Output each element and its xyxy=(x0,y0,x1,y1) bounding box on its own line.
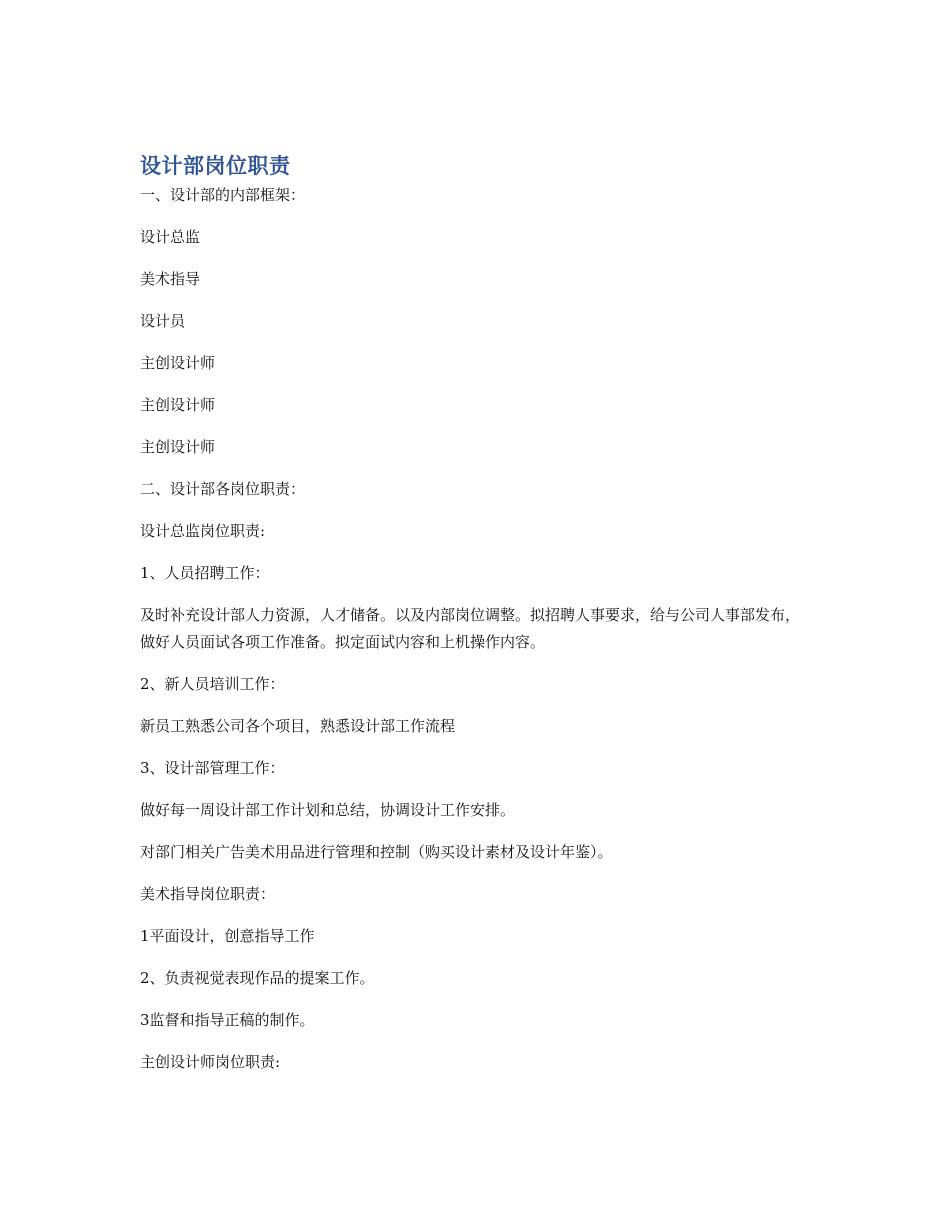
paragraph-role-art-director: 美术指导 xyxy=(140,270,201,288)
paragraph-training-heading: 2、新人员培训工作： xyxy=(140,675,285,693)
paragraph-lead-designer-duties-heading: 主创设计师岗位职责: xyxy=(140,1053,281,1071)
paragraph-art-director-duty-2: 2、负责视觉表现作品的提案工作。 xyxy=(140,969,375,987)
paragraph-management-body-1: 做好每一周设计部工作计划和总结，协调设计工作安排。 xyxy=(140,801,516,819)
paragraph-role-lead-designer-2: 主创设计师 xyxy=(140,396,216,414)
paragraph-section-1-heading: 一、设计部的内部框架： xyxy=(140,186,306,204)
paragraph-training-body: 新员工熟悉公司各个项目，熟悉设计部工作流程 xyxy=(140,717,456,735)
paragraph-recruitment-heading: 1、人员招聘工作： xyxy=(140,564,270,582)
paragraph-art-director-duties-heading: 美术指导岗位职责： xyxy=(140,885,276,903)
paragraph-management-body-2: 对部门相关广告美术用品进行管理和控制（购买设计素材及设计年鉴）。 xyxy=(140,843,613,861)
paragraph-role-lead-designer-3: 主创设计师 xyxy=(140,438,216,456)
document-title: 设计部岗位职责 xyxy=(140,154,291,178)
paragraph-role-designer: 设计员 xyxy=(140,312,186,330)
paragraph-art-director-duty-3: 3监督和指导正稿的制作。 xyxy=(140,1011,315,1029)
paragraph-section-2-heading: 二、设计部各岗位职责： xyxy=(140,480,306,498)
paragraph-director-duties-heading: 设计总监岗位职责: xyxy=(140,522,266,540)
paragraph-role-director: 设计总监 xyxy=(140,228,201,246)
document-body xyxy=(140,150,810,1091)
paragraph-role-lead-designer-1: 主创设计师 xyxy=(140,354,216,372)
paragraph-management-heading: 3、设计部管理工作： xyxy=(140,759,285,777)
paragraph-art-director-duty-1: 1平面设计，创意指导工作 xyxy=(140,927,315,945)
paragraph-recruitment-body: 及时补充设计部人力资源，人才储备。以及内部岗位调整。拟招聘人事要求，给与公司人事部发布，做好人员面试各项工作准备。拟定面试内容和上机操作内容。 xyxy=(140,606,801,651)
